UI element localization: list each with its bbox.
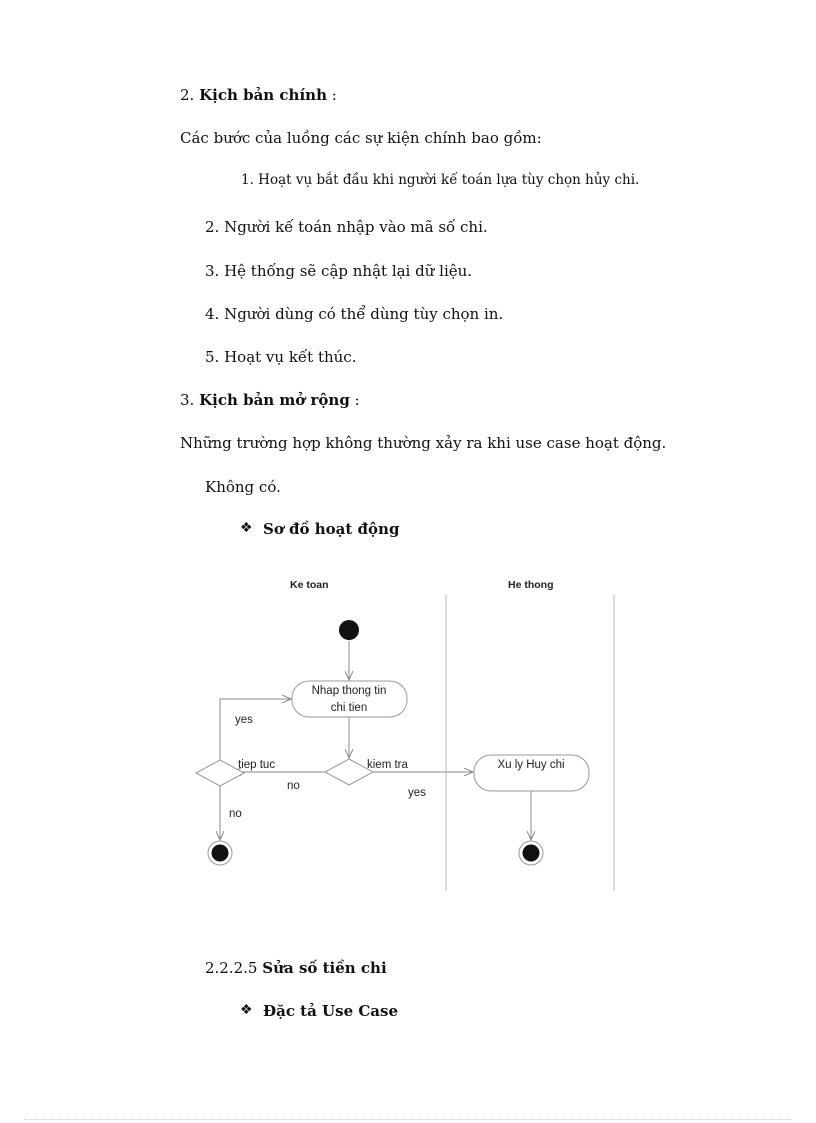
activity-diagram-heading: Sơ đồ hoạt động: [263, 520, 400, 538]
initial-node: [339, 620, 359, 640]
decision-check-node: [325, 759, 373, 785]
section-2-heading: 2. Kịch bản chính :: [180, 86, 337, 104]
activity-input-line-2: chi tien: [330, 702, 368, 714]
step-2: 2. Người kế toán nhập vào mã số chi.: [205, 218, 488, 236]
final-node-right-core: [523, 845, 540, 862]
main-flow-intro: Các bước của luồng các sự kiện chính bao gồm:: [180, 129, 542, 147]
section-3-heading: 3. Kịch bản mở rộng :: [180, 391, 360, 409]
step-1: 1. Hoạt vụ bắt đầu khi người kế toán lựa tùy chọn hủy chi.: [241, 172, 640, 188]
step-4: 4. Người dùng có thể dùng tùy chọn in.: [205, 305, 504, 323]
step-3: 3. Hệ thống sẽ cập nhật lại dữ liệu.: [205, 262, 473, 280]
extension-none: Không có.: [205, 478, 281, 496]
activity-input-line-1: Nhap thong tin: [311, 685, 387, 697]
label-check: kiem tra: [367, 759, 408, 771]
lane-label-ke-toan: Ke toan: [290, 579, 329, 591]
extension-intro: Những trường hợp không thường xảy ra khi use case hoạt động.: [180, 434, 667, 452]
label-yes-right: yes: [408, 787, 426, 799]
lane-label-he-thong: He thong: [508, 579, 554, 591]
final-node-left-core: [212, 845, 229, 862]
diamond-bullet-icon: ❖: [240, 1002, 253, 1018]
subsection-heading: 2.2.2.5 Sửa số tiền chi: [205, 959, 387, 977]
label-continue: tiep tuc: [238, 759, 276, 771]
decision-continue-node: [196, 760, 244, 786]
label-no-bottom: no: [229, 808, 242, 820]
page-bottom-divider: [24, 1119, 792, 1120]
diamond-bullet-icon: ❖: [240, 520, 253, 536]
use-case-spec-heading: Đặc tả Use Case: [263, 1002, 398, 1020]
step-5: 5. Hoạt vụ kết thúc.: [205, 348, 357, 366]
activity-process-label: Xu ly Huy chi: [497, 759, 565, 771]
edge-continue-yes-loop: [220, 699, 291, 760]
label-yes-top: yes: [235, 714, 253, 726]
label-no-mid: no: [287, 780, 300, 792]
